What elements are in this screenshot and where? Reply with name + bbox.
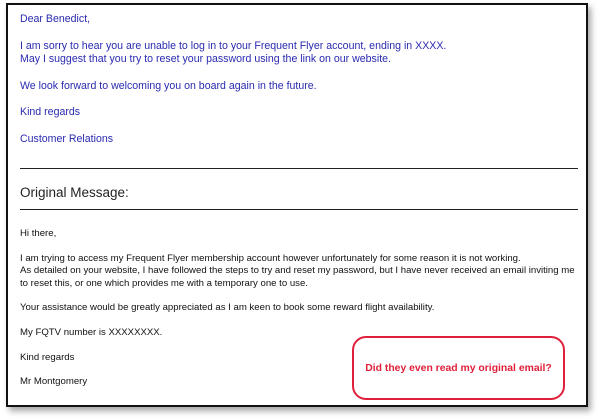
reply-line-1: I am sorry to hear you are unable to log in to your Frequent Flyer account, ending in XXXX.	[20, 39, 447, 52]
original-line-1: I am trying to access my Frequent Flyer membership account however unfortunately for some reason it is not working.	[20, 252, 521, 264]
reply-signature: Customer Relations	[20, 132, 114, 145]
annotation-callout	[352, 336, 565, 400]
reply-line-2: May I suggest that you try to reset your password using the link on our website.	[20, 53, 391, 66]
divider-top	[20, 168, 578, 169]
original-signoff: Kind regards	[20, 351, 75, 363]
original-message-heading: Original Message:	[20, 185, 129, 200]
original-line-4: My FQTV number is XXXXXXXX.	[20, 326, 163, 338]
original-line-2: As detailed on your website, I have followed the steps to try and reset my password, but I have never received an email inviting me to reset this, or one which provides me with a temporary one to use.	[20, 265, 575, 289]
divider-bottom	[20, 209, 578, 210]
reply-signoff: Kind regards	[20, 106, 81, 119]
original-line-3: Your assistance would be greatly appreciated as I am keen to book some reward flight availability.	[20, 302, 435, 314]
annotation-text: Did they even read my original email?	[365, 362, 552, 374]
reply-greeting: Dear Benedict,	[20, 13, 91, 25]
original-signature: Mr Montgomery	[20, 376, 88, 388]
reply-body	[20, 13, 576, 147]
original-greeting: Hi there,	[20, 228, 57, 239]
reply-line-3: We look forward to welcoming you on board again in the future.	[20, 79, 317, 92]
email-frame	[6, 3, 588, 407]
